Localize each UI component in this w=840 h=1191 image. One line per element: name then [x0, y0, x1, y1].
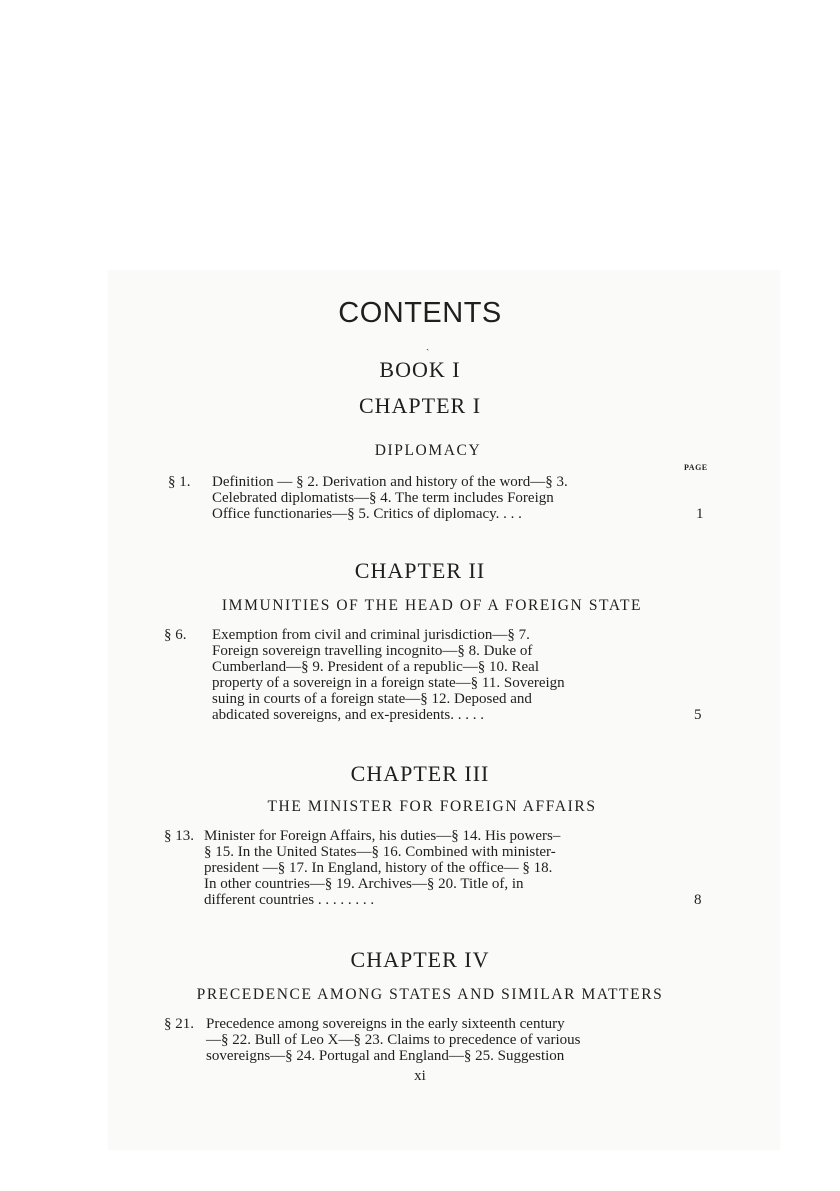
- chapter-1-subtitle: DIPLOMACY: [374, 442, 482, 459]
- entry-line: Celebrated diplomatists—§ 4. The term includes Foreign: [212, 490, 554, 506]
- page-number: 1: [696, 506, 704, 522]
- entry-line: Office functionaries—§ 5. Critics of diplomacy. . . .: [212, 506, 522, 522]
- entry-line: sovereigns—§ 24. Portugal and England—§ 25. Suggestion: [206, 1048, 565, 1064]
- page-folio: xi: [414, 1068, 426, 1084]
- section-number: § 13.: [164, 828, 194, 844]
- entry-line: different countries . . . . . . . .: [204, 892, 375, 908]
- page-title: CONTENTS: [338, 297, 502, 329]
- chapter-3-subtitle: THE MINISTER FOR FOREIGN AFFAIRS: [267, 798, 597, 815]
- entry-line: Exemption from civil and criminal jurisdiction—§ 7.: [212, 627, 530, 643]
- entry-line: In other countries—§ 19. Archives—§ 20. Title of, in: [204, 876, 524, 892]
- entry-line: abdicated sovereigns, and ex-presidents. . . . .: [212, 707, 484, 723]
- page-number: 8: [694, 892, 702, 908]
- entry-line: property of a sovereign in a foreign state—§ 11. Sovereign: [212, 675, 565, 691]
- entry-line: § 15. In the United States—§ 16. Combined with minister-: [204, 844, 556, 860]
- book-heading: BOOK I: [379, 357, 461, 382]
- entry-line: Cumberland—§ 9. President of a republic—§ 10. Real: [212, 659, 540, 675]
- chapter-3-heading: CHAPTER III: [350, 761, 490, 786]
- section-number: § 1.: [168, 474, 191, 490]
- chapter-4-subtitle: PRECEDENCE AMONG STATES AND SIMILAR MATTERS: [196, 986, 664, 1003]
- entry-line: —§ 22. Bull of Leo X—§ 23. Claims to precedence of various: [206, 1032, 581, 1048]
- entry-line: suing in courts of a foreign state—§ 12. Deposed and: [212, 691, 532, 707]
- entry-line: Foreign sovereign travelling incognito—§ 8. Duke of: [212, 643, 533, 659]
- section-number: § 6.: [164, 627, 187, 643]
- section-number: § 21.: [164, 1016, 194, 1032]
- chapter-1-heading: CHAPTER I: [358, 393, 482, 418]
- entry-line: Definition — § 2. Derivation and history of the word—§ 3.: [212, 474, 568, 490]
- ink-speck: ˏ: [426, 340, 430, 351]
- page-number: 5: [694, 707, 702, 723]
- chapter-2-heading: CHAPTER II: [354, 558, 486, 583]
- entry-line: Minister for Foreign Affairs, his duties—§ 14. His powers–: [204, 828, 561, 844]
- chapter-2-subtitle: IMMUNITIES OF THE HEAD OF A FOREIGN STATE: [221, 597, 643, 614]
- chapter-4-heading: CHAPTER IV: [350, 947, 490, 972]
- page-column-label: PAGE: [684, 463, 708, 472]
- entry-line: Precedence among sovereigns in the early sixteenth century: [206, 1016, 565, 1032]
- entry-line: president —§ 17. In England, history of the office— § 18.: [204, 860, 553, 876]
